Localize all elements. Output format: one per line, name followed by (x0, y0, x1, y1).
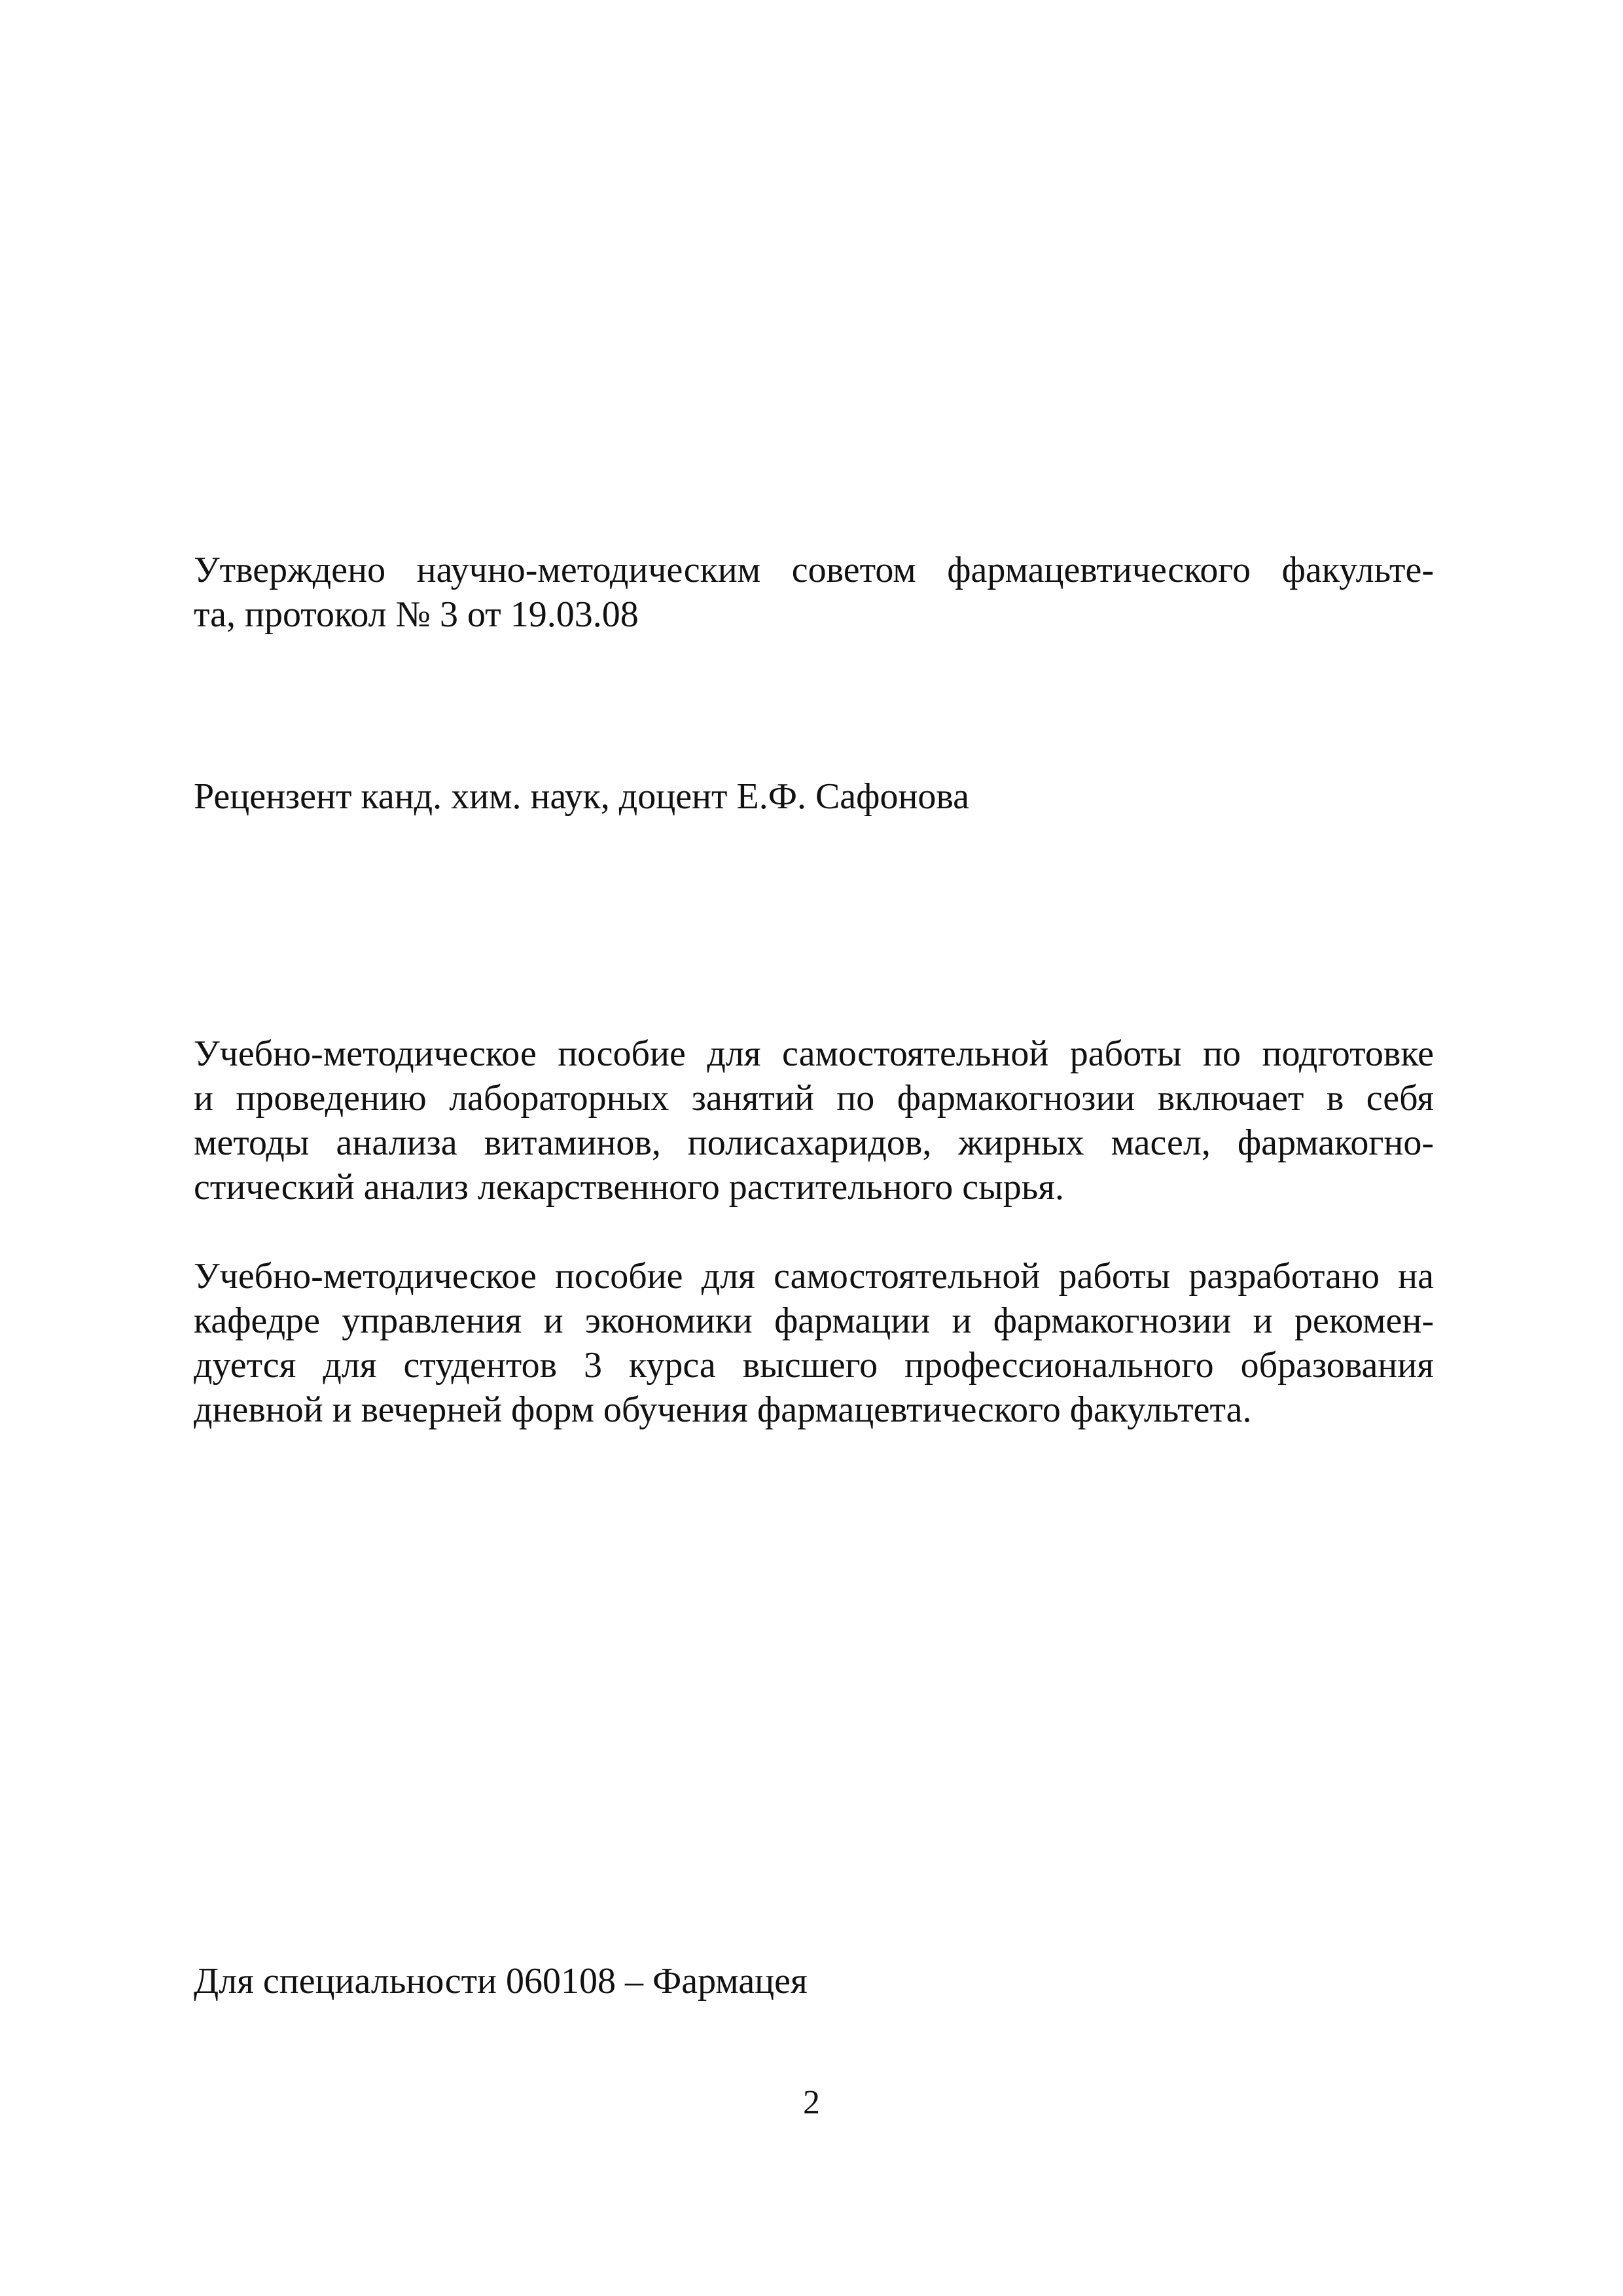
annotation-paragraph-1 (194, 1031, 1434, 1210)
approval-line-2: та, протокол № 3 от 19.03.08 (194, 594, 639, 635)
annotation-1-line-4: стический анализ лекарственного растительного сырья. (194, 1167, 1065, 1208)
annotation-2-line-3: дуется для студентов 3 курса высшего профессионального образования (194, 1345, 1434, 1386)
annotation-paragraph-2 (194, 1254, 1434, 1432)
approval-line-1: Утверждено научно-методическим советом фармацевтического факульте- (194, 550, 1434, 590)
specialty-line: Для специальности 060108 – Фармацея (194, 1961, 808, 2001)
approval-note (194, 548, 1434, 637)
specialty-note (194, 1959, 1434, 2003)
annotation-2-line-4: дневной и вечерней форм обучения фармацевтического факультета. (194, 1390, 1252, 1430)
annotation-2-line-2: кафедре управления и экономики фармации и фармакогнозии и рекомен- (194, 1300, 1434, 1341)
annotation-2-line-1: Учебно-методическое пособие для самостоятельной работы разработано на (194, 1256, 1434, 1297)
annotation-1-line-3: методы анализа витаминов, полисахаридов, жирных масел, фармакогно- (194, 1122, 1434, 1163)
annotation-1-line-2: и проведению лабораторных занятий по фармакогнозии включает в себя (194, 1078, 1434, 1119)
reviewer-line: Рецензент канд. хим. наук, доцент Е.Ф. Сафонова (194, 776, 969, 817)
annotation-1-line-1: Учебно-методическое пособие для самостоятельной работы по подготовке (194, 1033, 1434, 1074)
reviewer-note (194, 774, 1434, 819)
page-number: 2 (803, 2084, 820, 2121)
